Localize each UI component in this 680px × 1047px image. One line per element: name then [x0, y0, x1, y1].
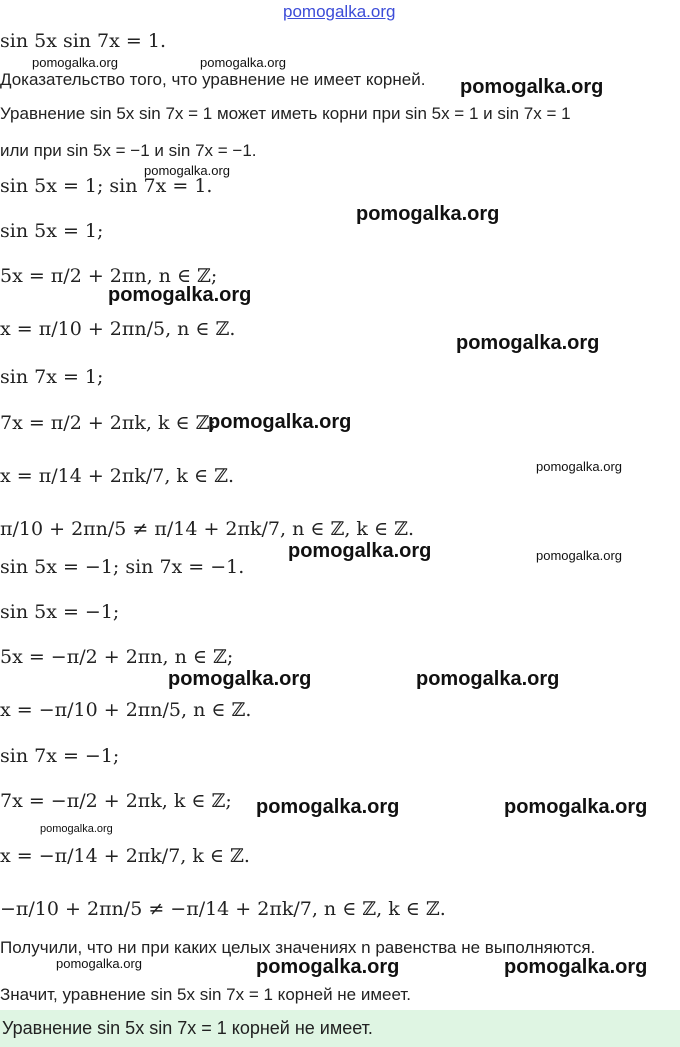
watermark: pomogalka.org: [416, 668, 560, 690]
case1-line-2: 5x = π/2 + 2πn, n ∈ ℤ;: [0, 265, 218, 287]
case2-title: sin 5x = −1; sin 7x = −1.: [0, 556, 245, 578]
site-link[interactable]: pomogalka.org: [283, 2, 396, 21]
conclusion-line-2: Значит, уравнение sin 5x sin 7x = 1 корней не имеет.: [0, 985, 412, 1004]
conclusion-line-1: Получили, что ни при каких целых значениях n равенства не выполняются.: [0, 938, 596, 957]
case2-inequality: −π/10 + 2πn/5 ≠ −π/14 + 2πk/7, n ∈ ℤ, k ∈ ℤ.: [0, 898, 446, 920]
watermark: pomogalka.org: [108, 284, 252, 306]
intro-line-1: Уравнение sin 5x sin 7x = 1 может иметь корни при sin 5x = 1 и sin 7x = 1: [0, 104, 571, 123]
answer-box: [0, 1010, 680, 1047]
watermark: pomogalka.org: [536, 459, 622, 474]
watermark: pomogalka.org: [144, 163, 230, 178]
proof-heading: Доказательство того, что уравнение не имеет корней.: [0, 70, 426, 89]
case2-line-3: x = −π/10 + 2πn/5, n ∈ ℤ.: [0, 699, 252, 721]
watermark: pomogalka.org: [288, 540, 432, 562]
watermark: pomogalka.org: [56, 956, 142, 971]
answer-text: Уравнение sin 5x sin 7x = 1 корней не имеет.: [2, 1018, 373, 1038]
watermark: pomogalka.org: [208, 411, 352, 433]
watermark: pomogalka.org: [256, 796, 400, 818]
watermark: pomogalka.org: [460, 76, 604, 98]
watermark: pomogalka.org: [200, 55, 286, 70]
case1-line-1: sin 5x = 1;: [0, 220, 104, 242]
watermark: pomogalka.org: [40, 823, 113, 835]
case2-line-6: x = −π/14 + 2πk/7, k ∈ ℤ.: [0, 845, 250, 867]
case2-line-2: 5x = −π/2 + 2πn, n ∈ ℤ;: [0, 646, 234, 668]
watermark: pomogalka.org: [504, 796, 648, 818]
watermark: pomogalka.org: [456, 332, 600, 354]
case2-line-5: 7x = −π/2 + 2πk, k ∈ ℤ;: [0, 790, 232, 812]
case2-line-1: sin 5x = −1;: [0, 601, 120, 623]
case1-line-3: x = π/10 + 2πn/5, n ∈ ℤ.: [0, 318, 236, 340]
case1-inequality: π/10 + 2πn/5 ≠ π/14 + 2πk/7, n ∈ ℤ, k ∈ ℤ.: [0, 518, 414, 540]
watermark: pomogalka.org: [536, 548, 622, 563]
case1-line-5: 7x = π/2 + 2πk, k ∈ ℤ;: [0, 412, 216, 434]
watermark: pomogalka.org: [168, 668, 312, 690]
case1-line-4: sin 7x = 1;: [0, 366, 104, 388]
watermark: pomogalka.org: [356, 203, 500, 225]
case1-title: sin 5x = 1; sin 7x = 1.: [0, 175, 213, 197]
case1-line-6: x = π/14 + 2πk/7, k ∈ ℤ.: [0, 465, 235, 487]
intro-line-2: или при sin 5x = −1 и sin 7x = −1.: [0, 141, 257, 160]
problem-equation: sin 5x sin 7x = 1.: [0, 30, 166, 52]
watermark: pomogalka.org: [256, 956, 400, 978]
watermark: pomogalka.org: [32, 55, 118, 70]
watermark: pomogalka.org: [504, 956, 648, 978]
case2-line-4: sin 7x = −1;: [0, 745, 120, 767]
